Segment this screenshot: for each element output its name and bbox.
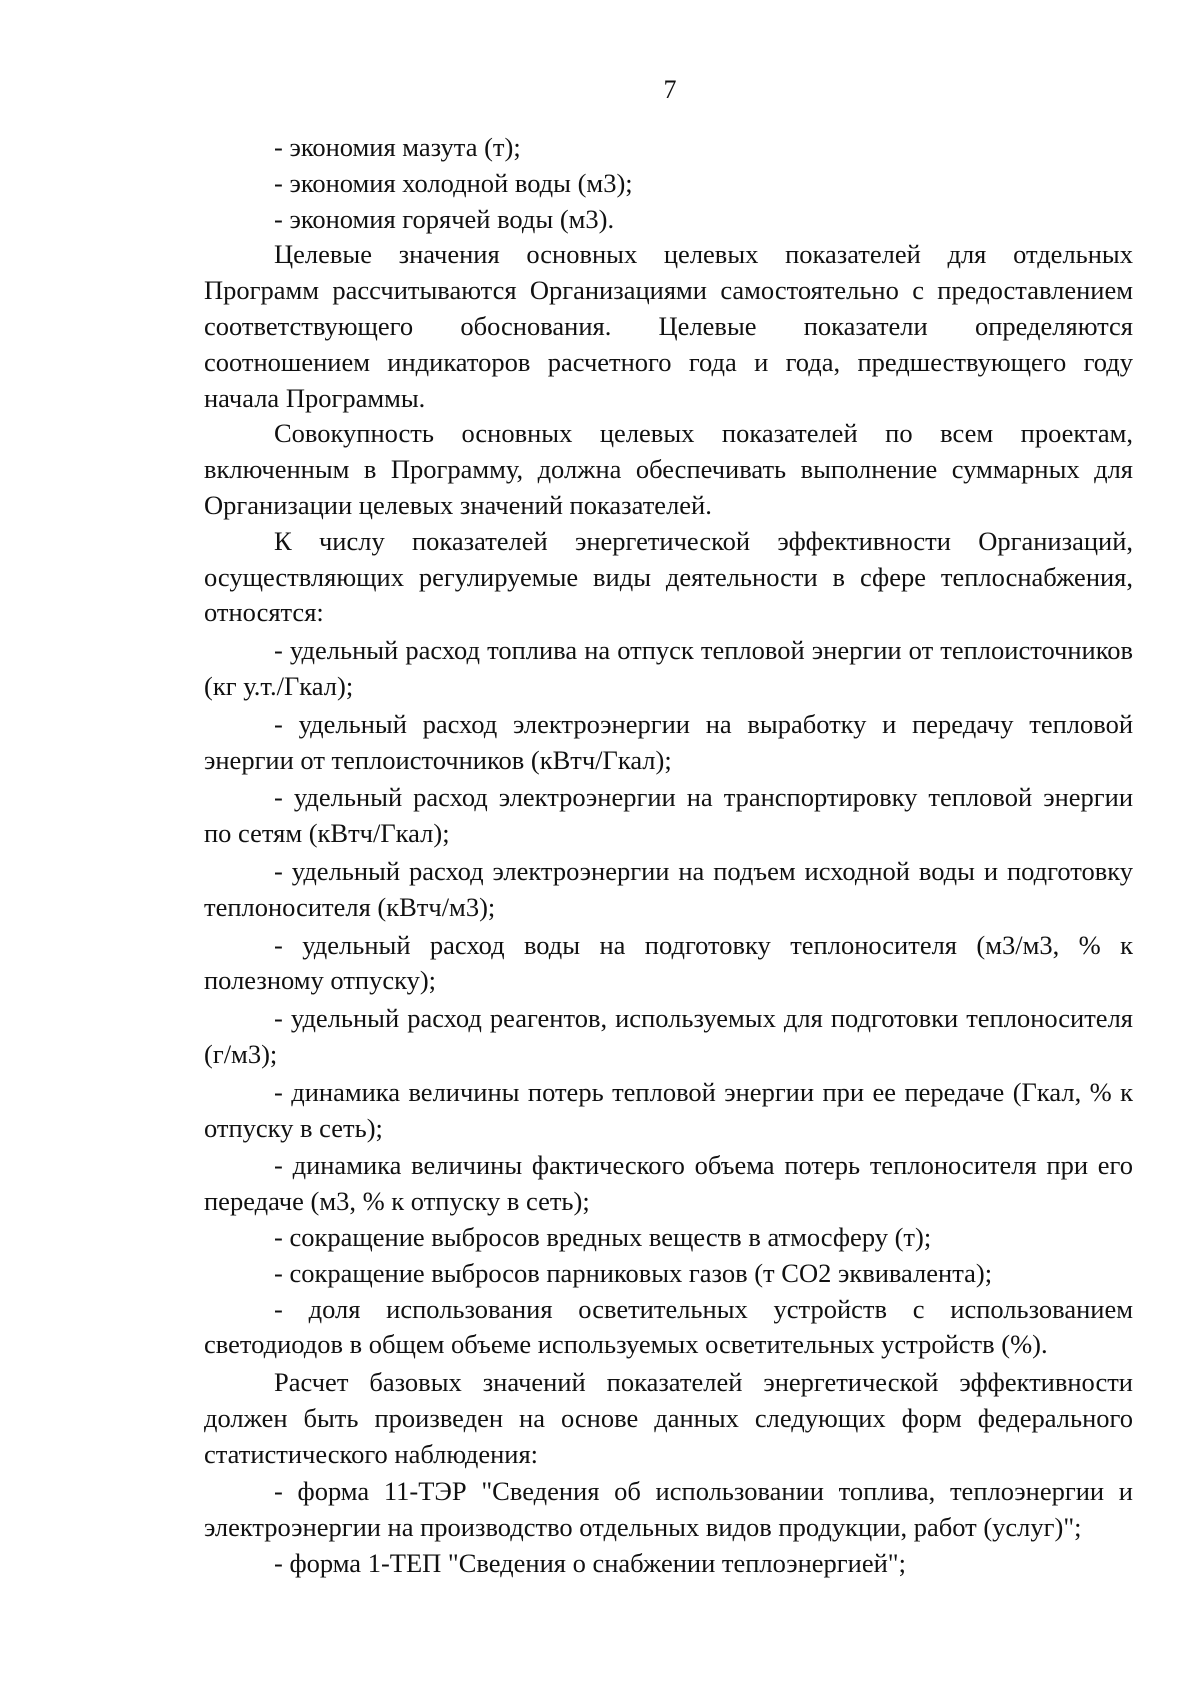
indicator-item: - удельный расход топлива на отпуск тепловой энергии от теплоисточников (кг у.т./Гкал); [204, 635, 1133, 701]
indicator-item: - удельный расход электроэнергии на подъем исходной воды и подготовку теплоносителя (кВтч/м3); [204, 855, 1133, 922]
form-item: - форма 11-ТЭР "Сведения об использовании топлива, теплоэнергии и электроэнергии на производство отдельных видов продукции, работ (услуг)"; [204, 1476, 1133, 1543]
list-item-hot-water: - экономия горячей воды (м3). [274, 203, 615, 234]
list-item-fuel-oil: - экономия мазута (т); [274, 132, 521, 162]
paragraph-indicators-intro: К числу показателей энергетической эффективности Организаций, осуществляющих регулируемые виды деятельности в сфере теплоснабжения, относятся: [204, 525, 1133, 628]
indicator-item: - удельный расход электроэнергии на транспортировку тепловой энергии по сетям (кВтч/Гкал); [204, 782, 1133, 849]
paragraph-aggregate: Совокупность основных целевых показателей по всем проектам, включенным в Программу, должна обеспечивать выполнение суммарных для Организации целевых значений показателей. [204, 418, 1133, 520]
indicator-item: - сокращение выбросов вредных веществ в атмосферу (т); [274, 1221, 932, 1252]
indicator-item: - доля использования осветительных устройств с использованием светодиодов в общем объеме используемых осветительных устройств (%). [204, 1293, 1133, 1360]
document-body [204, 130, 1133, 1582]
paragraph-base-values: Расчет базовых значений показателей энергетической эффективности должен быть произведен на основе данных следующих форм федерального статистического наблюдения: [204, 1367, 1133, 1469]
indicator-item: - динамика величины фактического объема потерь теплоносителя при его передаче (м3, % к отпуску в сеть); [204, 1150, 1133, 1217]
paragraph-target-values: Целевые значения основных целевых показателей для отдельных Программ рассчитываются Организациями самостоятельно с предоставлением соответствующего обоснования. Целевые показатели определяются соотношением индикаторов расчетного года и года, предшествующего году начала Программы. [204, 239, 1133, 413]
indicator-item: - динамика величины потерь тепловой энергии при ее передаче (Гкал, % к отпуску в сеть); [204, 1076, 1133, 1143]
indicator-item: - удельный расход воды на подготовку теплоносителя (м3/м3, % к полезному отпуску); [204, 929, 1133, 996]
page-number: 7 [663, 75, 677, 104]
list-item-cold-water: - экономия холодной воды (м3); [274, 167, 633, 198]
indicator-item: - удельный расход электроэнергии на выработку и передачу тепловой энергии от теплоисточников (кВтч/Гкал); [204, 708, 1133, 775]
indicator-item: - сокращение выбросов парниковых газов (т СО2 эквивалента); [274, 1257, 993, 1288]
indicator-item: - удельный расход реагентов, используемых для подготовки теплоносителя (г/м3); [204, 1003, 1133, 1069]
form-item: - форма 1-ТЕП "Сведения о снабжении теплоэнергией"; [274, 1548, 906, 1579]
